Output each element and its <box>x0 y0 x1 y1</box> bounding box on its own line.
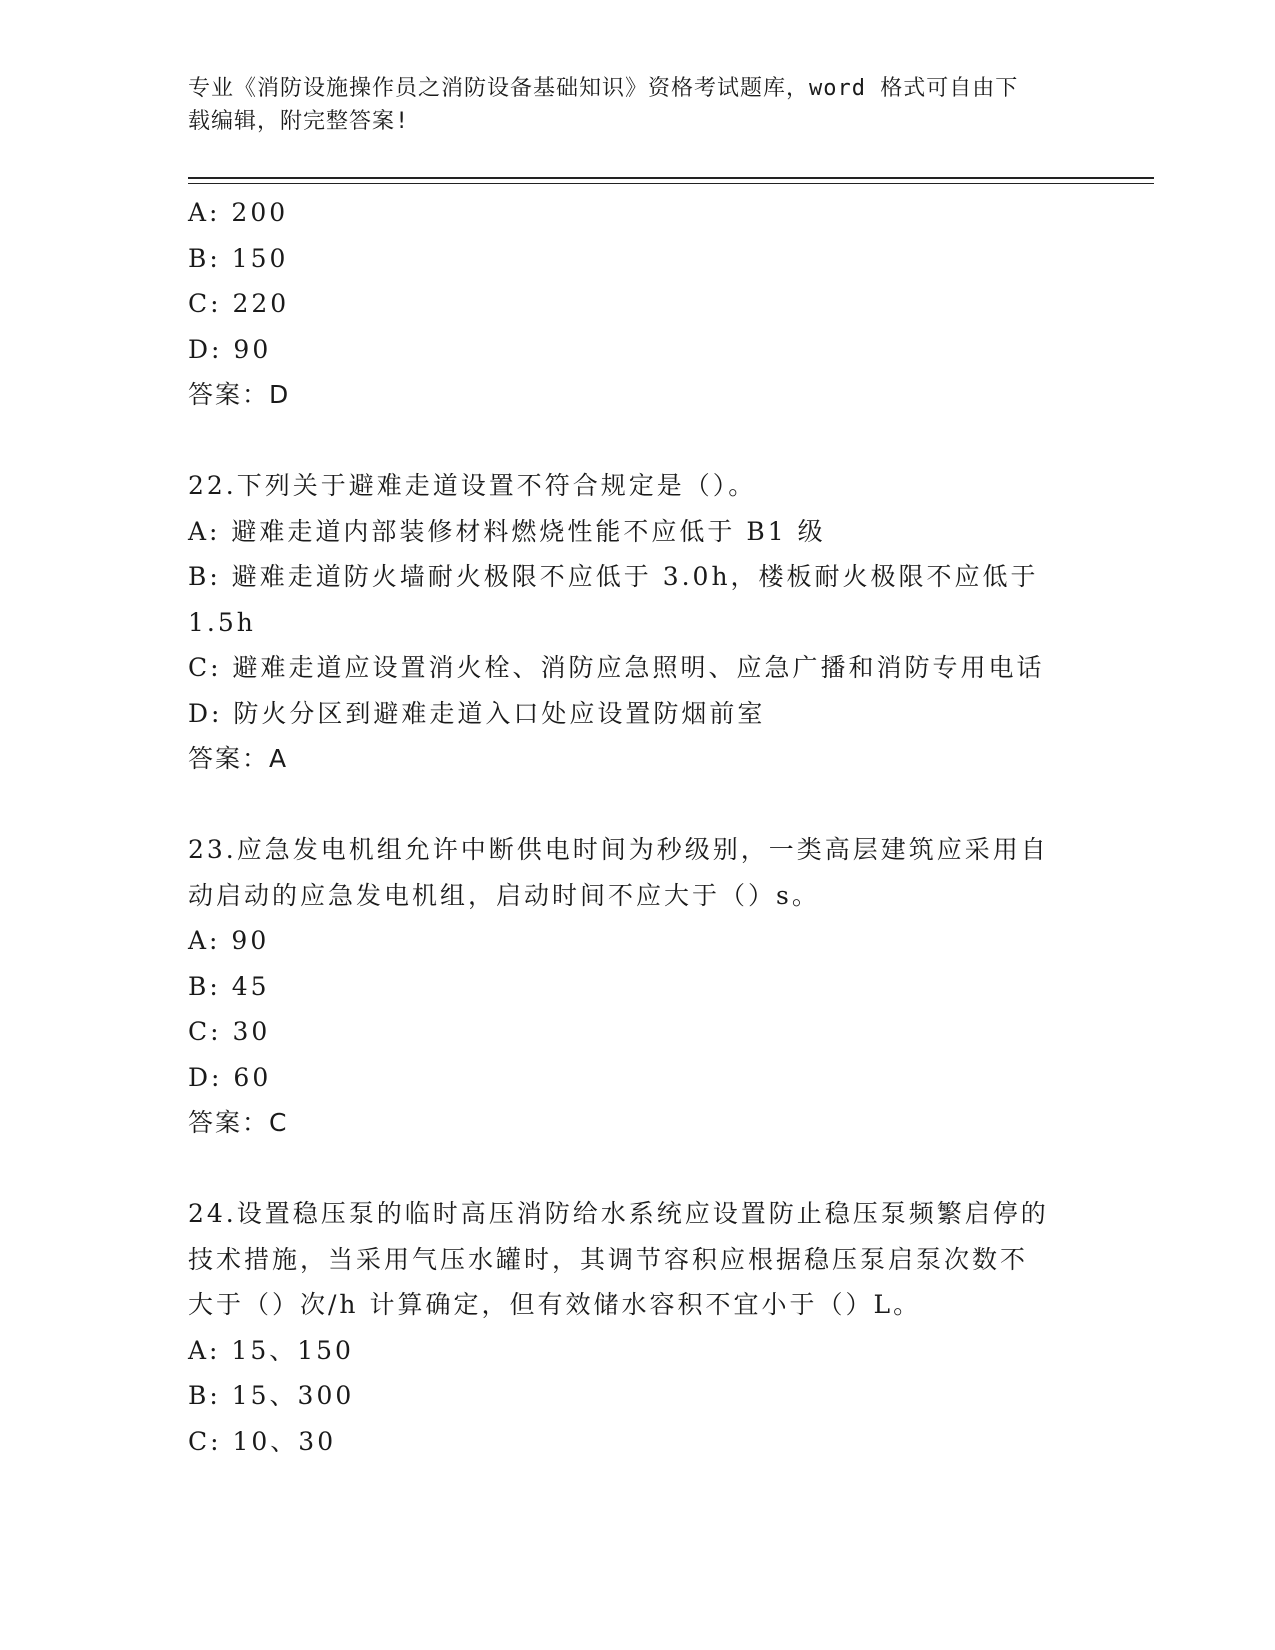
question-stem-continued: 动启动的应急发电机组，启动时间不应大于（）s。 <box>188 880 820 910</box>
question-24 <box>188 1191 1088 1464</box>
question-stem: 22.下列关于避难走道设置不符合规定是（）。 <box>188 471 757 500</box>
document-body <box>188 190 1088 1464</box>
question-stem: 23.应急发电机组允许中断供电时间为秒级别，一类高层建筑应采用自 <box>188 835 1049 864</box>
option-d: D: 90 <box>188 334 272 364</box>
option-d: D: 60 <box>188 1062 272 1092</box>
option-a: A: 15、150 <box>188 1335 354 1365</box>
header-line-1: 专业《消防设施操作员之消防设备基础知识》资格考试题库，word 格式可自由下 <box>188 76 1019 101</box>
option-c: C: 30 <box>188 1017 271 1046</box>
option-b: B: 避难走道防火墙耐火极限不应低于 3.0h，楼板耐火极限不应低于 <box>188 562 1039 591</box>
option-a: A: 90 <box>188 926 270 955</box>
question-stem-continued: 大于（）次/h 计算确定，但有效储水容积不宜小于（）L。 <box>188 1290 922 1319</box>
option-c: C: 10、30 <box>188 1426 337 1456</box>
option-b-continued: 1.5h <box>188 607 256 637</box>
option-b: B: 45 <box>188 971 270 1001</box>
header-rule-thin <box>188 183 1154 184</box>
spacer <box>188 782 1088 828</box>
option-c: C: 220 <box>188 289 290 318</box>
document-header <box>188 72 1088 138</box>
option-b: B: 15、300 <box>188 1381 355 1410</box>
spacer <box>188 418 1088 464</box>
question-stem-continued: 技术措施，当采用气压水罐时，其调节容积应根据稳压泵启泵次数不 <box>188 1244 1029 1274</box>
header-line-2: 载编辑，附完整答案! <box>188 109 410 134</box>
question-21-continued <box>188 190 1088 418</box>
option-d: D: 防火分区到避难走道入口处应设置防烟前室 <box>188 698 766 728</box>
option-b: B: 150 <box>188 243 289 273</box>
question-23 <box>188 827 1088 1146</box>
question-22 <box>188 463 1088 782</box>
option-a: A: 200 <box>188 198 289 227</box>
answer-line: 答案：A <box>188 744 289 773</box>
spacer <box>188 1146 1088 1192</box>
answer-line: 答案：C <box>188 1108 289 1137</box>
option-a: A: 避难走道内部装修材料燃烧性能不应低于 B1 级 <box>188 516 826 546</box>
header-rule-thick <box>188 177 1154 179</box>
answer-line: 答案：D <box>188 380 291 409</box>
question-stem: 24.设置稳压泵的临时高压消防给水系统应设置防止稳压泵频繁启停的 <box>188 1199 1049 1228</box>
option-c: C: 避难走道应设置消火栓、消防应急照明、应急广播和消防专用电话 <box>188 653 1045 682</box>
